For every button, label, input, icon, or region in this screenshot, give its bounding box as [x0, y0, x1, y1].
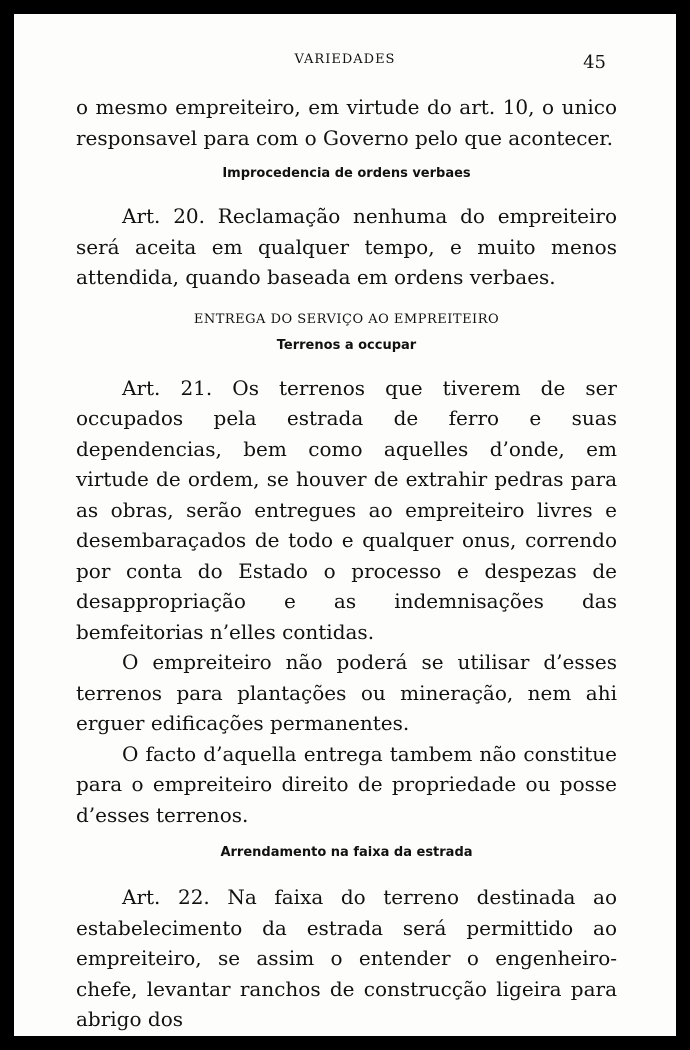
heading-improcedencia: Improcedencia de ordens verbaes: [222, 166, 471, 181]
paragraph-art-22: Art. 22. Na faixa do terreno destinada ao estabelecimento da estrada será permittido ao empreiteiro, se assim o entender o engenheiro-chefe, levantar ranchos de construcção ligeira para abrigo dos: [76, 885, 617, 1031]
heading-terrenos: Terrenos a occupar: [276, 337, 417, 353]
page-body: [76, 92, 617, 1035]
running-title: VARIEDADES: [294, 52, 396, 67]
paragraph-art-21-third: O facto d’aquella entrega tambem não constitue para o empreiteiro direito de propriedade ou posse d’esses terrenos.: [76, 741, 617, 827]
book-page: [14, 14, 676, 1036]
paragraph-art-21: Art. 21. Os terrenos que tiverem de ser occupados pela estrada de ferro e suas dependencias, bem como aquelles d’onde, em virtude de ordem, se houver de extrahir pedras para as obras, serão entregues ao empreiteiro livres e desembaraçados de todo e qualquer onus, correndo por conta do Estado o processo e despezas de desappropriação e as indemnisações das bemfeitorias n’elles contidas.: [76, 375, 617, 644]
paragraph-continued: o mesmo empreiteiro, em virtude do art. 10, o unico responsavel para com o Governo pelo que acontecer.: [76, 95, 617, 150]
section-title: ENTREGA DO SERVIÇO AO EMPREITEIRO: [193, 311, 500, 327]
paragraph-art-20: Art. 20. Reclamação nenhuma do empreiteiro será aceita em qualquer tempo, e muito menos attendida, quando baseada em ordens verbaes.: [76, 204, 617, 289]
page-number: 45: [583, 52, 606, 73]
page-header: [14, 52, 676, 76]
heading-arrendamento: Arrendamento na faixa da estrada: [220, 845, 473, 860]
paragraph-art-21-second: O empreiteiro não poderá se utilisar d’esses terrenos para plantações ou mineração, nem ahi erguer edificações permanentes.: [76, 650, 617, 735]
